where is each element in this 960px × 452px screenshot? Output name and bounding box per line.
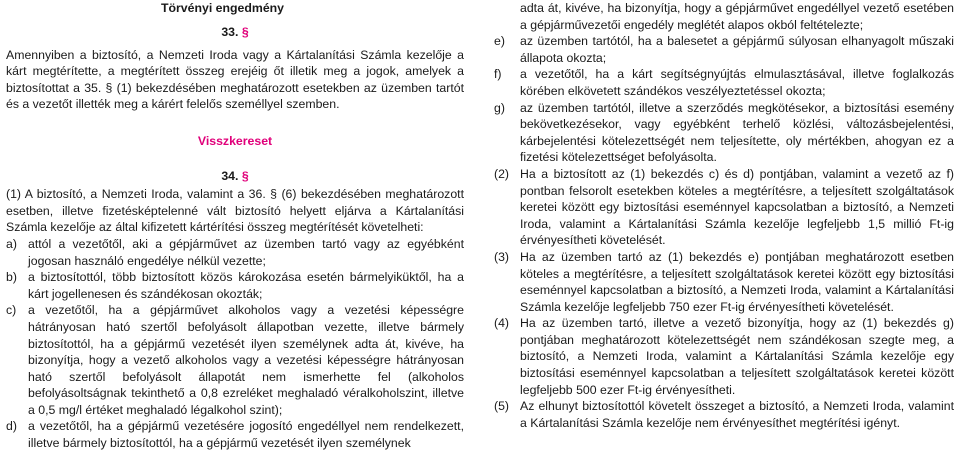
para-text: Ha a biztosított az (1) bekezdés c) és d) pontjában, valamint a vezető az f) pontban felsorolt esetekben köteles a megtérítésre, a teljesített szolgáltatások keretei között egy biztosítási eseménnyel kapcsolatban a biztosító, a Nemzeti Iroda, valamint a Kártalanítási Számla kezelője legfeljebb 1,5 millió Ft-ig érvényesítheti követelését. [520, 166, 954, 248]
page-title: Törvényi engedmény [161, 1, 285, 15]
item-label: c) [6, 303, 17, 318]
section-33-paragraph: Amennyiben a biztosító, a Nemzeti Iroda vagy a Kártalanítási Számla kezelője a kárt megtérítette, a megtérített összeg erejéig őt illetik meg a jogok, amelyek a biztosítottat a 35. § (1) bekezdésében meghatározott esetekben az üzemben tartót és a vezetőt illették meg a kárért felelős személlyel szemben. [6, 47, 464, 112]
item-label: a) [6, 236, 17, 251]
subheading-visszkereset: Visszkereset [197, 133, 273, 148]
para-label: (5) [494, 399, 510, 414]
item-text: attól a vezetőtől, aki a gépjárművet az üzemben tartó vagy az egyébként jogosan használó engedélye nélkül vezette; [28, 236, 464, 268]
paragraph-4 [494, 315, 954, 398]
item-text: a vezetőtől, ha a kárt segítségnyújtás elmulasztásával, illetve foglalkozás körében elkövetett szándékos veszélyeztetéssel okozta; [520, 67, 954, 98]
para-label: (3) [494, 249, 510, 264]
section-34-heading [6, 168, 464, 185]
item-label: d) [6, 419, 17, 434]
item-text: az üzemben tartótól, illetve a szerződés megkötésekor, a biztosítási esemény bekövetkezésekor, vagy egyébként terhelő közlési, változásbejelentési, kárbejelentési kötelezettségét nem teljesítette, oly mértékben, ahogyan ez a fizetési kötelezettséget befolyásolta. [520, 100, 954, 165]
para-text: Az elhunyt biztosítottól követelt összeget a biztosító, a Nemzeti Iroda, valamint a Kártalanítási Számla kezelője nem érvényesíthet megtérítési igényt. [520, 399, 954, 430]
item-text: a vezetőtől, ha a gépjárművet alkoholos vagy a vezetési képességre hátrányosan ható szertől befolyásolt állapotban vezette, illetve bármely biztosítottól, ha a gépjármű vezetését ilyen személynek adta át, kivéve, ha bizonyítja, hogy a vezető alkoholos vagy a vezetési képességre hátrányosan ható szertől befolyásolt állapotát nem ismerhette fel (alkoholos befolyásoltságnak tekinthető a 0,8 ezreléket meghaladó véralkoholszint, illetve a 0,5 mg/l értéket meghaladó légalkohol szint); [28, 303, 464, 417]
right-column [494, 0, 954, 431]
item-text: az üzemben tartótól, ha a balesetet a gépjármű súlyosan elhanyagolt műszaki állapota okozta; [520, 34, 954, 65]
continuation-text: adta át, kivéve, ha bizonyítja, hogy a gépjárművet engedéllyel vezető esetében a gépjárművezetői engedély meglétét alapos okból feltételezte; [520, 1, 954, 32]
item-label: g) [494, 100, 505, 115]
item-label: b) [6, 270, 17, 285]
list-item [6, 269, 464, 302]
para-label: (2) [494, 166, 510, 181]
list-item [494, 66, 954, 99]
item-label: f) [494, 67, 502, 82]
section-33-number: 33. [221, 25, 239, 39]
paragraph-3 [494, 249, 954, 315]
item-text: a biztosítottól, több biztosított közös károkozása esetén bármelyiküktől, ha a kárt jogellenesen és szándékosan okozták; [28, 270, 464, 301]
item-label: e) [494, 34, 505, 49]
para-label: (4) [494, 316, 510, 331]
list-item [6, 418, 464, 451]
section-34-paragraph-1: (1) A biztosító, a Nemzeti Iroda, valamint a 36. § (6) bekezdésében meghatározott esetben, illetve fizetésképtelenné vált biztosító helyett eljárva a Kártalanítási Számla kezelője az által kifizetett kártérítési összeg megtérítését követelheti: [6, 187, 464, 235]
section-33-heading [6, 24, 464, 41]
left-column [6, 24, 464, 452]
paragraph-2 [494, 166, 954, 249]
section-34-number: 34. [221, 168, 239, 183]
list-item [6, 302, 464, 418]
para-text: Ha az üzemben tartó az (1) bekezdés e) pontjában meghatározott esetben köteles a megtérítésre, a teljesített szolgáltatások keretei között egy biztosítási eseménnyel kapcsolatban a biztosító, a Nemzeti Iroda, valamint a Kártalanítási Számla kezelője legfeljebb 750 ezer Ft-ig érvényesítheti követelését. [520, 249, 954, 314]
list-item [494, 100, 954, 166]
list-item [6, 236, 464, 269]
section-sign: § [241, 168, 249, 183]
para-text: Ha az üzemben tartó, illetve a vezető bizonyítja, hogy az (1) bekezdés g) pontjában meghatározott kötelezettségét nem szándékosan szegte meg, a biztosító, a Nemzeti Iroda, valamint a Kártalanítási Számla kezelője egy biztosítási eseménnyel kapcsolatban a teljesített szolgáltatások keretei között legfeljebb 500 ezer Ft-ig érvényesítheti. [520, 316, 954, 397]
paragraph-5 [494, 398, 954, 431]
list-item [494, 33, 954, 66]
section-sign: § [241, 25, 249, 39]
item-text: a vezetőtől, ha a gépjármű vezetésére jogosító engedéllyel nem rendelkezett, illetve bármely biztosítottól, ha a gépjármű vezetését ilyen személynek [28, 419, 464, 451]
